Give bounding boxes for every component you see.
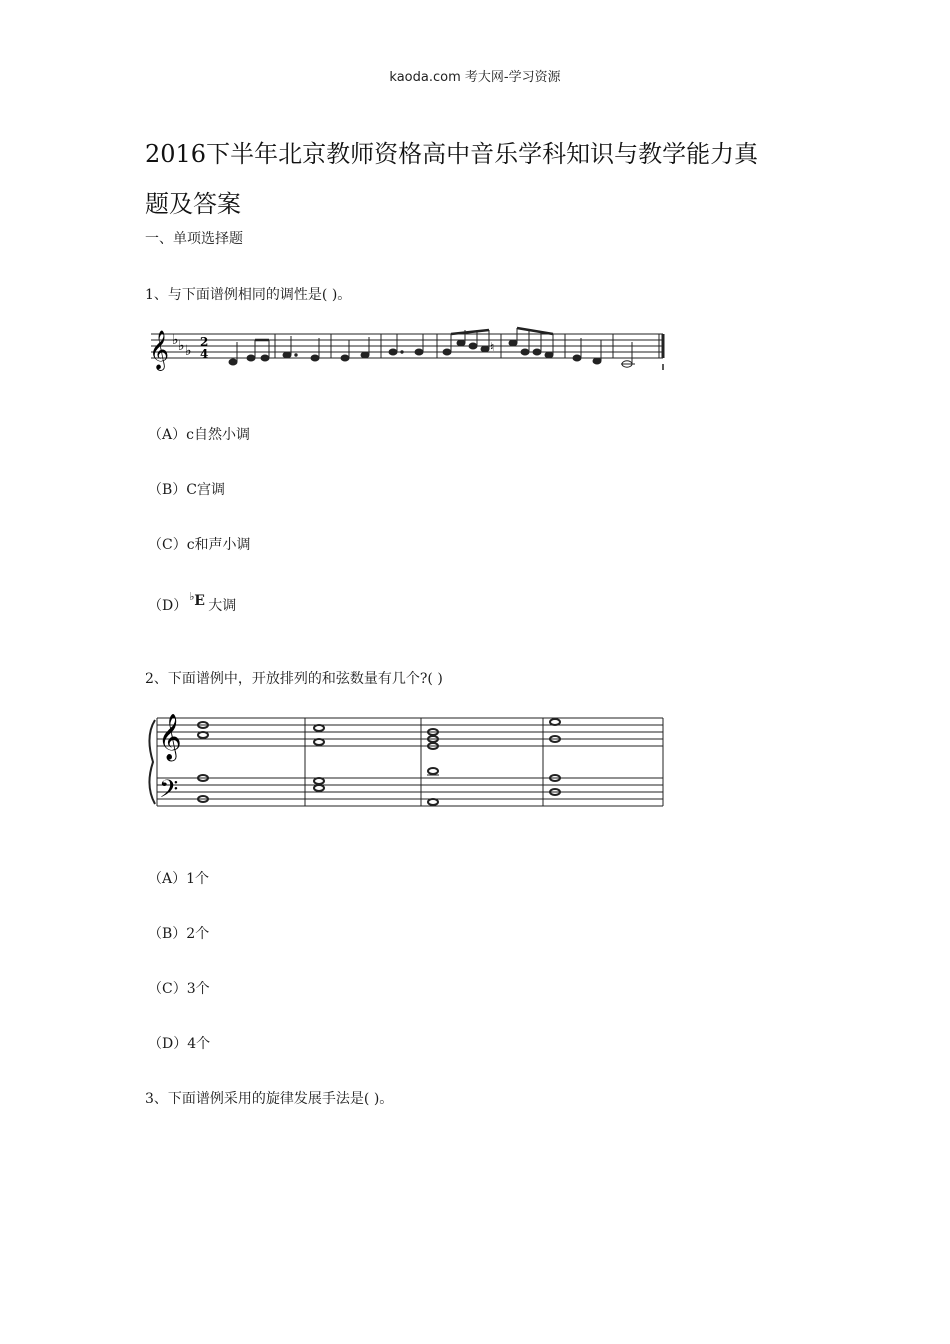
- treble-clef: 𝄞: [149, 330, 170, 370]
- option-text: C宫调: [186, 482, 226, 498]
- question-2-option-b[interactable]: [148, 923, 209, 943]
- option-text: c和声小调: [186, 537, 251, 553]
- question-1-option-c[interactable]: [148, 534, 251, 554]
- option-label: （B）: [148, 926, 187, 942]
- key-flat-1: ♭: [172, 332, 179, 348]
- question-2-option-d[interactable]: [148, 1033, 210, 1053]
- option-label: （A）: [148, 427, 187, 443]
- option-label: （D）: [148, 598, 188, 614]
- treble-clef: 𝄞: [158, 714, 182, 760]
- option-label: （A）: [148, 871, 187, 887]
- option-text: c自然小调: [186, 427, 250, 443]
- question-3-stem: 3、下面谱例采用的旋律发展手法是( )。: [145, 1091, 394, 1107]
- key-flat-3: ♭: [185, 343, 192, 359]
- option-label: （D）: [148, 1036, 188, 1052]
- document-title-line-2: 题及答案: [145, 190, 241, 218]
- score-example-1: [145, 318, 675, 380]
- document-title-line-1: 2016下半年北京教师资格高中音乐学科知识与教学能力真: [145, 140, 759, 168]
- option-text: 4个: [187, 1036, 211, 1052]
- time-signature-bottom: 4: [200, 347, 209, 361]
- question-2-stem: 2、下面谱例中，开放排列的和弦数量有几个?( ): [145, 671, 443, 687]
- natural-sign: ♮: [490, 340, 495, 354]
- key-flat-2: ♭: [178, 338, 185, 354]
- question-1-stem: 1、与下面谱例相同的调性是( )。: [145, 287, 352, 303]
- option-text: 3个: [186, 981, 210, 997]
- option-text: 1个: [186, 871, 210, 887]
- question-2-option-c[interactable]: [148, 978, 210, 998]
- bass-clef: 𝄢: [159, 775, 179, 810]
- score-example-2: [145, 706, 670, 818]
- e-flat-symbol: ♭ E: [189, 590, 205, 609]
- option-label: （B）: [148, 482, 187, 498]
- section-heading: 一、单项选择题: [145, 231, 243, 247]
- question-2-option-a[interactable]: [148, 868, 209, 888]
- option-label: （C）: [148, 537, 187, 553]
- option-text: 大调: [208, 598, 237, 614]
- option-label: （C）: [148, 981, 187, 997]
- option-text: 2个: [186, 926, 210, 942]
- time-signature-top: 2: [200, 335, 209, 349]
- page-header: kaoda.com 考大网-学习资源: [389, 70, 561, 85]
- question-1-option-a[interactable]: [148, 424, 250, 444]
- system-brace: [149, 720, 155, 804]
- question-1-option-d[interactable]: [148, 590, 237, 615]
- question-1-option-b[interactable]: [148, 479, 225, 499]
